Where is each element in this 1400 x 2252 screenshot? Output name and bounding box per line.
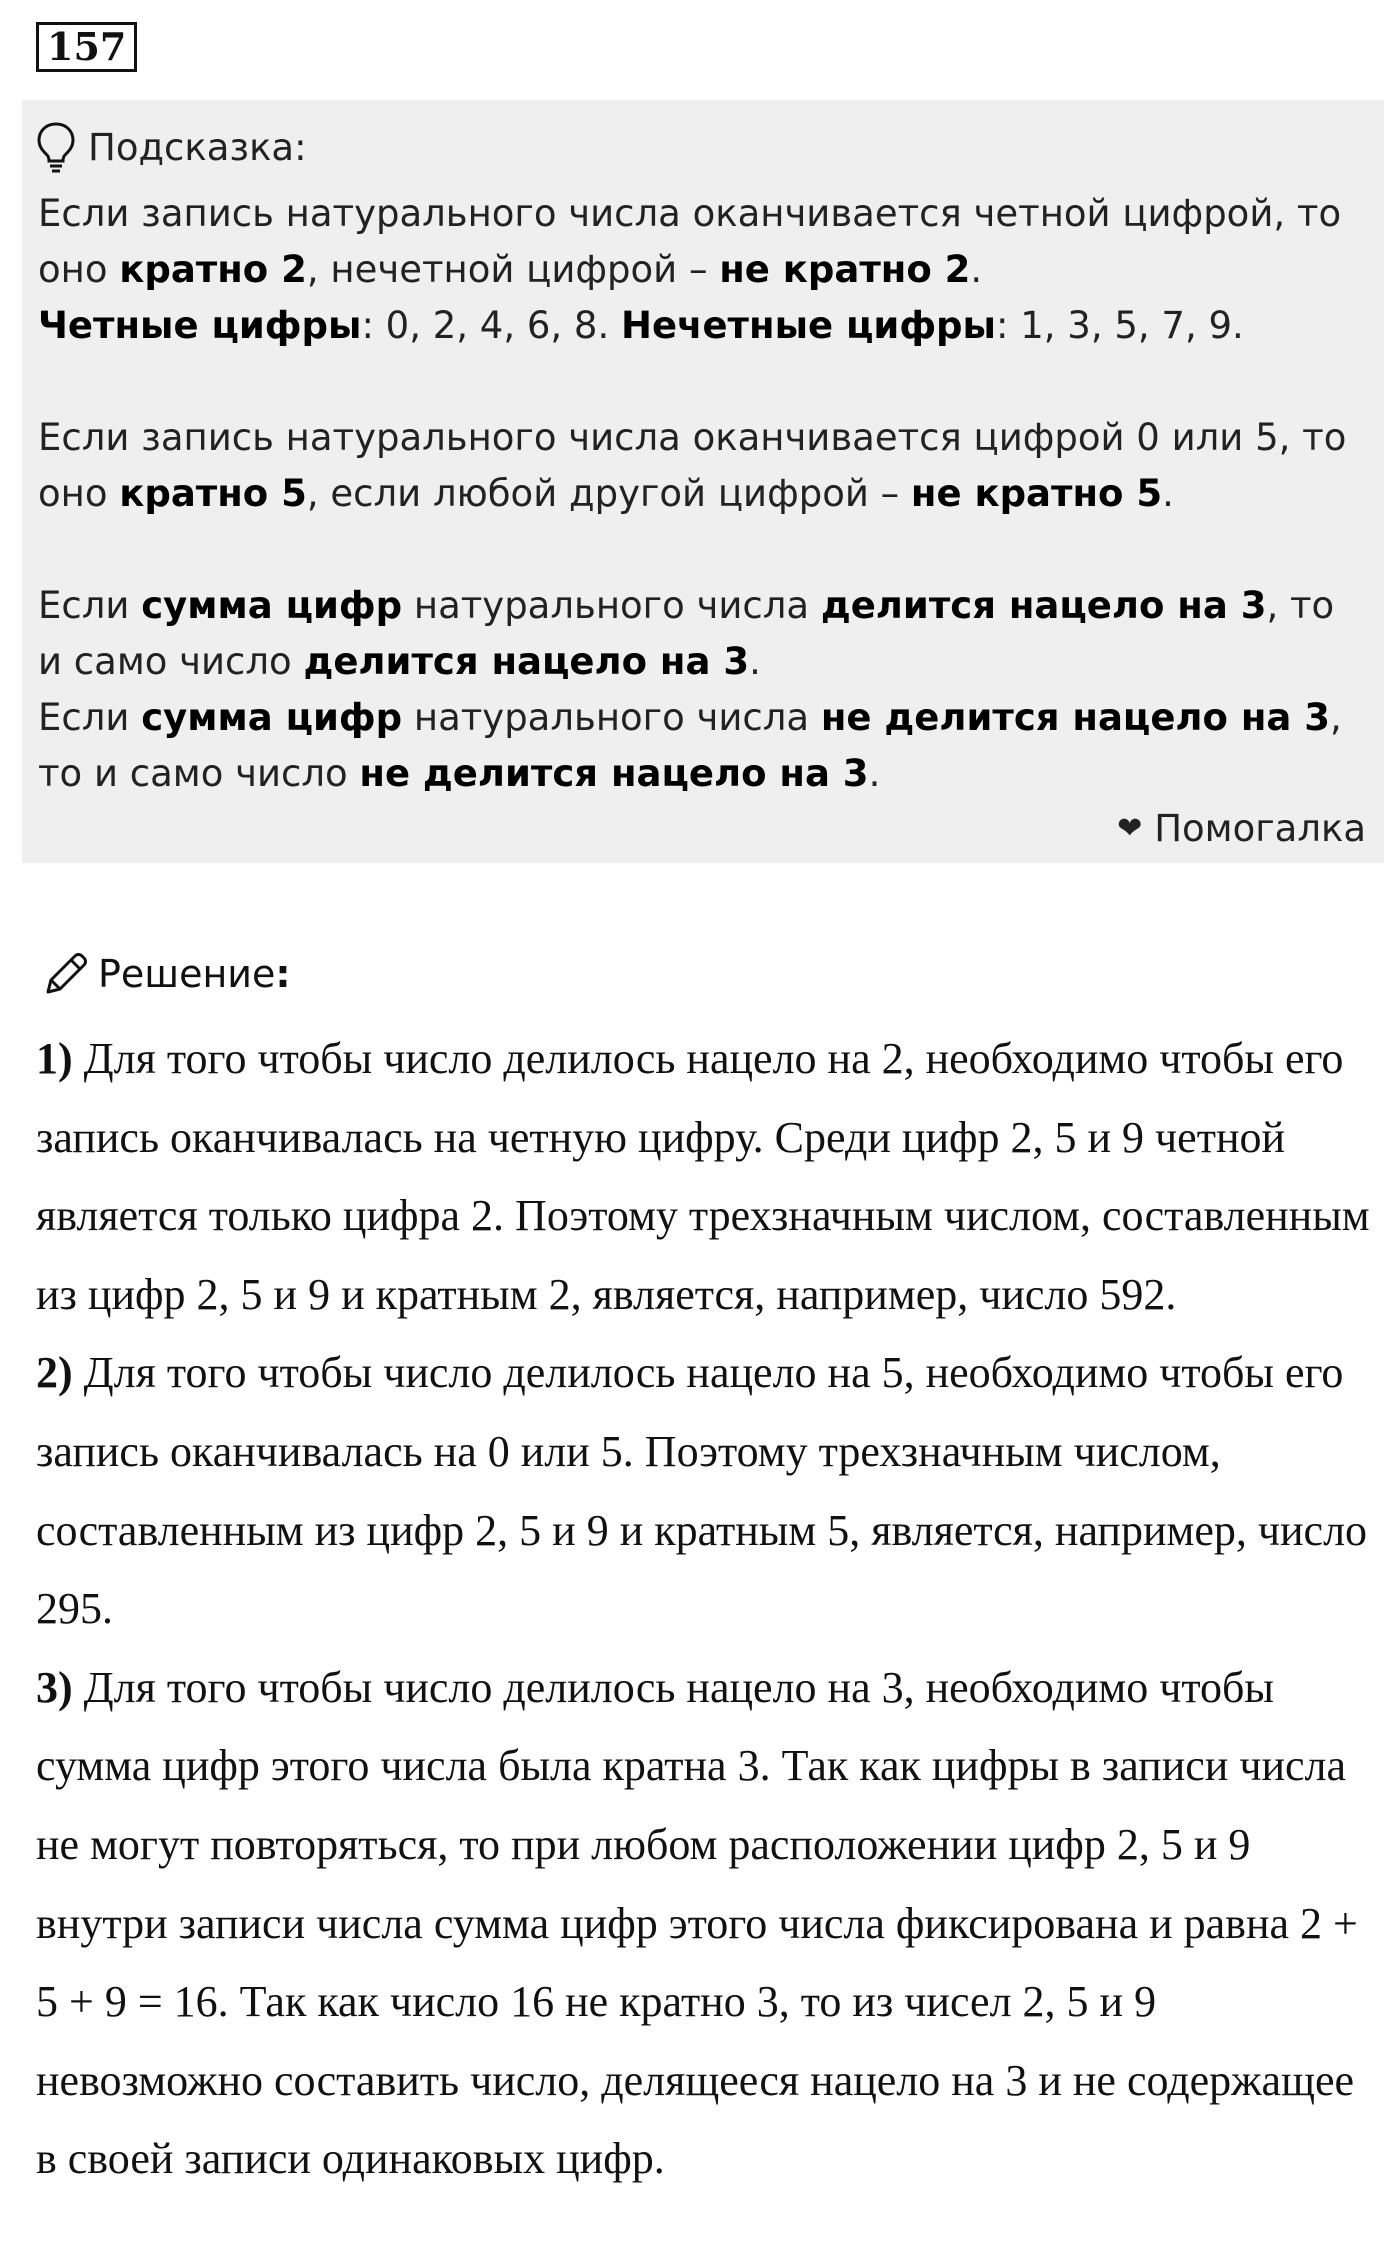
text-run: Если запись натурального числа оканчивается четной цифрой, то оно [38, 192, 1342, 291]
task-number: 157 [36, 22, 137, 72]
text-run: , то и само число [38, 584, 1335, 683]
bold-text: делится нацело на 3 [820, 584, 1267, 627]
solution-header [40, 942, 291, 1006]
solution-body [36, 1020, 1376, 2199]
text-run: , то и само число [38, 696, 1342, 795]
text-run: . [1162, 472, 1174, 515]
text-run: Если запись натурального числа оканчивается цифрой 0 или 5, то оно [38, 416, 1347, 515]
hint-paragraph [38, 410, 1366, 522]
bold-text: кратно 5 [119, 472, 307, 515]
bold-text: сумма цифр [141, 696, 403, 739]
solution-title-colon: : [275, 952, 291, 996]
text-run: : 0, 2, 4, 6, 8. [361, 304, 621, 347]
lightbulb-icon [34, 120, 78, 176]
bold-text: Нечетные цифры [621, 304, 997, 347]
hint-paragraph [38, 298, 1366, 354]
hint-paragraph [38, 690, 1366, 802]
text-run: Если [38, 696, 142, 739]
pencil-icon [40, 948, 92, 1000]
bold-text: не делится нацело на 3 [820, 696, 1330, 739]
hint-paragraph [38, 186, 1366, 298]
hint-header [34, 110, 1366, 186]
solution-title: Решение [98, 952, 276, 996]
text-run: , если любой другой цифрой – [306, 472, 911, 515]
bold-text: не кратно 2 [719, 248, 971, 291]
hint-title: Подсказка: [88, 126, 307, 169]
brand-name: Помогалка [1154, 807, 1366, 850]
text-run: . [970, 248, 983, 291]
heart-icon: ❤ [1117, 811, 1143, 846]
solution-item [36, 1334, 1376, 1648]
text-run: натурального числа [402, 584, 821, 627]
bold-text: не кратно 5 [910, 472, 1163, 515]
text-run: Если [38, 584, 142, 627]
bold-text: 3) [36, 1662, 73, 1712]
text-run: , нечетной цифрой – [306, 248, 720, 291]
bold-text: 2) [36, 1348, 73, 1398]
brand-signature [1117, 801, 1366, 857]
bold-text: делится нацело на 3 [303, 640, 750, 683]
text-run: Для того чтобы число делилось нацело на 2, необходимо чтобы его запись оканчивалась на четную цифру. Среди цифр 2, 5 и 9 четной является только цифра 2. Поэтому трехзначным числом, составленным из цифр 2, 5 и 9 и кратным 2, является, например, число 592. [36, 1034, 1370, 1319]
text-run: Для того чтобы число делилось нацело на 3, необходимо чтобы сумма цифр этого числа была кратна 3. Так как цифры в записи числа не могут повторяться, то при любом расположении цифр 2, 5 и 9 внутри записи числа сумма цифр этого числа фиксирована и равна 2 + 5 + 9 = 16. Так как число 16 не кратно 3, то из чисел 2, 5 и 9 невозможно составить число, делящееся нацело на 3 и не содержащее в своей записи одинаковых цифр. [36, 1662, 1358, 2184]
bold-text: не делится нацело на 3 [359, 752, 869, 795]
hint-box [22, 100, 1384, 863]
bold-text: 1) [36, 1034, 73, 1083]
solution-item [36, 1020, 1376, 1334]
text-run: . [749, 640, 761, 683]
solution-item [36, 1649, 1376, 2199]
text-run: Для того чтобы число делилось нацело на 5, необходимо чтобы его запись оканчивалась на 0 или 5. Поэтому трехзначным числом, составленным из цифр 2, 5 и 9 и кратным 5, является, например, число 295. [36, 1348, 1368, 1634]
hint-paragraph [38, 578, 1366, 690]
bold-text: кратно 2 [119, 248, 307, 291]
bold-text: Четные цифры [38, 304, 362, 347]
text-run: натурального числа [402, 696, 821, 739]
text-run: . [868, 752, 881, 795]
bold-text: сумма цифр [141, 584, 403, 627]
text-run: : 1, 3, 5, 7, 9. [996, 304, 1244, 347]
